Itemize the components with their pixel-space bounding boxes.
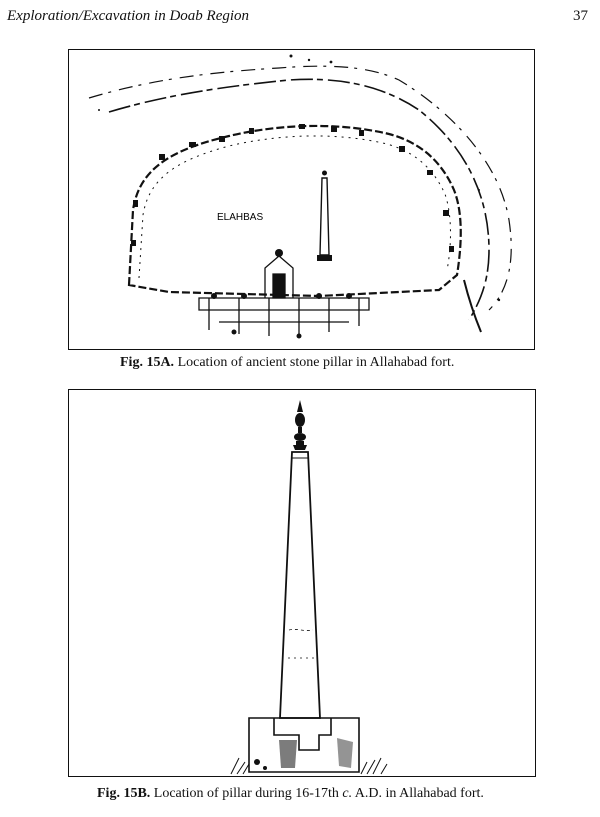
map-place-label: ELAHBAS [217,212,264,223]
page-number: 37 [573,8,588,24]
figure-15b-caption [97,786,484,802]
fort-wall [129,126,461,296]
pillar-drawing [69,390,534,775]
palace-complex [199,256,369,336]
caption-text-end: A.D. in Allahabad fort. [352,786,484,801]
figure-15a-map [68,49,535,350]
river-inner-bank [109,79,489,320]
fort-map-drawing [69,50,533,348]
pillar-finial [293,400,307,450]
plinth-shading [254,738,353,770]
caption-circa: c. [342,786,353,801]
figure-15b-pillar [68,389,536,777]
caption-text: Location of ancient stone pillar in Allahabad fort. [174,355,455,370]
running-head: Exploration/Excavation in Doab Region [7,8,250,24]
caption-text-start: Location of pillar during 16-17th [150,786,343,801]
figure-15a-caption [120,355,454,371]
wall-bastions [131,124,454,252]
stone-pillar-marker [317,171,332,262]
river-outer-bank [89,66,511,310]
map-speckles [98,55,500,302]
caption-ref: Fig. 15A. [120,355,175,370]
caption-ref: Fig. 15B. [97,786,151,801]
pillar-shaft [280,452,320,718]
river-edge-right [464,280,481,332]
